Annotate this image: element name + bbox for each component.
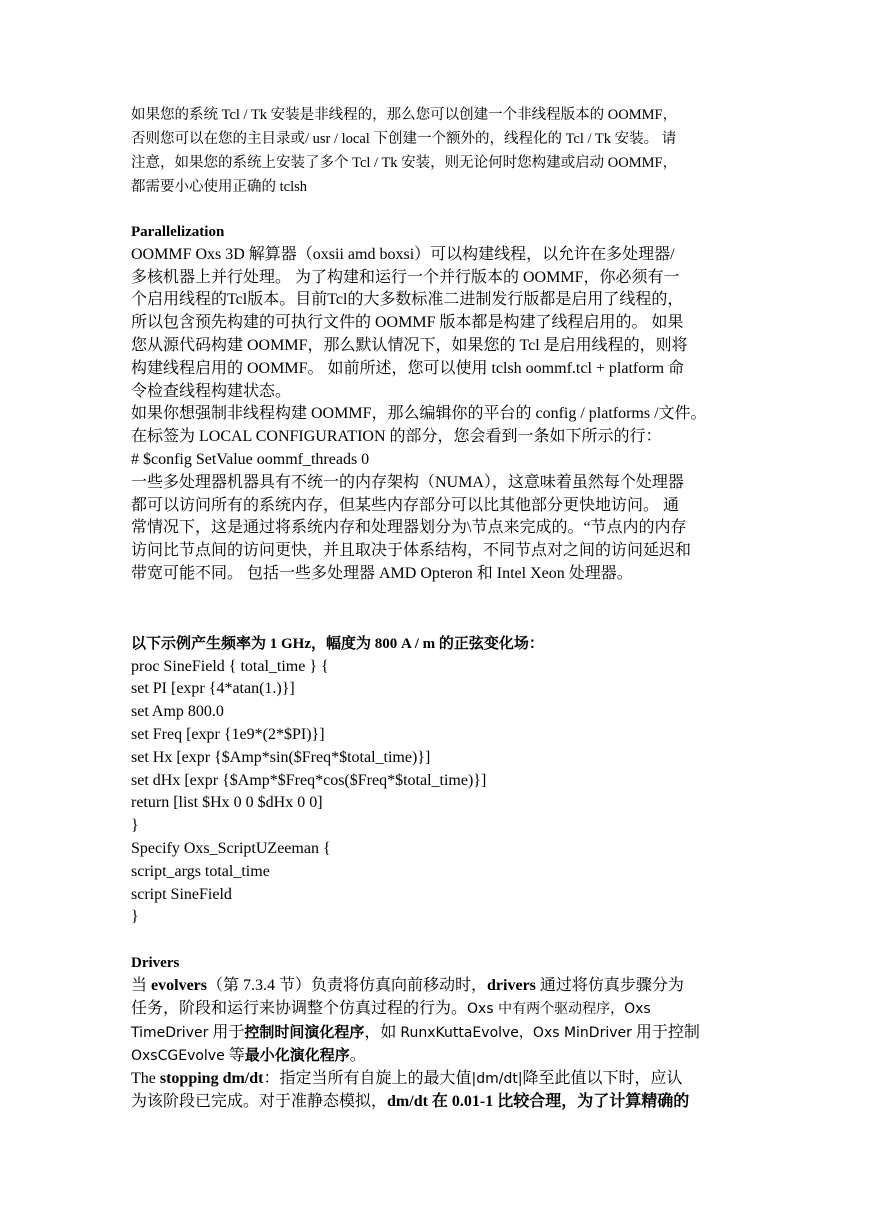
text-run: The — [131, 1070, 160, 1088]
code-line: set Freq [expr {1e9*(2*$PI)}] — [131, 725, 325, 743]
code-line: } — [131, 817, 139, 835]
text-line: 所以包含预先构建的可执行文件的 OOMMF 版本都是构建了线程启用的。 如果 — [131, 314, 684, 332]
text-run: Oxs 中有两个驱动程序，Oxs — [467, 1000, 651, 1017]
text-line — [131, 998, 761, 1021]
text-run-bold: dm/dt 在 0.01-1 比较合理，为了计算精确的 — [387, 1092, 690, 1110]
text-line: 令检查线程构建状态。 — [131, 382, 292, 400]
text-run: 。 — [349, 1047, 366, 1065]
code-line: script SineField — [131, 885, 232, 903]
text-line: 一些多处理器机器具有不统一的内存架构（NUMA），这意味着虽然每个处理器 — [131, 473, 684, 491]
text-line: 如果你想强制非线程构建 OOMMF，那么编辑你的平台的 config / platforms /文件。 — [131, 405, 707, 423]
code-line: set PI [expr {4*atan(1.)}] — [131, 680, 295, 698]
sine-example-section — [131, 633, 761, 929]
text-run: TimeDriver — [131, 1024, 209, 1041]
text-run: 通过将仿真步骤分为 — [535, 976, 684, 994]
text-line — [131, 1044, 761, 1068]
text-line: 都需要小心使用正确的 tclsh — [131, 179, 308, 195]
text-line: 如果您的系统 Tcl / Tk 安装是非线程的，那么您可以创建一个非线程版本的 OOMMF， — [131, 107, 678, 123]
spacer — [131, 586, 761, 633]
text-line — [131, 975, 761, 998]
text-line: 构建线程启用的 OOMMF。 如前所述，您可以使用 tclsh oommf.tcl + platform 命 — [131, 359, 685, 377]
section-heading-sine-example: 以下示例产生频率为 1 GHz，幅度为 800 A / m 的正弦变化场： — [131, 635, 544, 652]
text-run: 降至此值以下时，应认 — [522, 1070, 683, 1088]
text-line: 在标签为 LOCAL CONFIGURATION 的部分，您会看到一条如下所示的行： — [131, 428, 662, 446]
text-line — [131, 1021, 761, 1045]
text-line: 多核机器上并行处理。 为了构建和运行一个并行版本的 OOMMF，你必须有一 — [131, 268, 680, 286]
spacer — [131, 929, 761, 952]
code-line: set Hx [expr {$Amp*sin($Freq*$total_time)}] — [131, 748, 431, 766]
text-run: ：指定当所有自旋上的最大值 — [263, 1070, 472, 1088]
code-line: script_args total_time — [131, 862, 270, 880]
document-page — [131, 103, 761, 1114]
drivers-section — [131, 952, 761, 1114]
code-line: proc SineField { total_time } { — [131, 657, 329, 675]
text-run: ，如 — [364, 1023, 401, 1041]
text-run: 等 — [224, 1047, 245, 1065]
code-line: set dHx [expr {$Amp*$Freq*cos($Freq*$total_time)}] — [131, 771, 487, 789]
text-line: 您从源代码构建 OOMMF，那么默认情况下，如果您的 Tcl 是启用线程的，则将 — [131, 336, 688, 354]
section-heading-parallelization: Parallelization — [131, 224, 225, 240]
tcl-paragraph — [131, 103, 761, 199]
text-line: 带宽可能不同。 包括一些多处理器 AMD Opteron 和 Intel Xeon 处理器。 — [131, 564, 633, 582]
text-line: # $config SetValue oommf_threads 0 — [131, 450, 370, 468]
text-run: 当 — [131, 976, 152, 994]
text-line — [131, 1068, 761, 1091]
section-heading-drivers: Drivers — [131, 955, 180, 972]
code-line: } — [131, 908, 139, 926]
text-line: 都可以访问所有的系统内存，但某些内存部分可以比其他部分更快地访问。 通 — [131, 496, 680, 514]
term-time-evolver: 控制时间演化程序 — [244, 1022, 365, 1041]
text-line: 个启用线程的Tcl版本。目前Tcl的大多数标准二进制发行版都是启用了线程的， — [131, 291, 684, 309]
term-drivers: drivers — [487, 976, 536, 994]
text-run: 任务，阶段和运行来协调整个仿真过程的行为。 — [131, 999, 468, 1017]
parallelization-section — [131, 221, 761, 586]
text-line: 访问比节点间的访问更快，并且取决于体系结构，不同节点对之间的访问延迟和 — [131, 542, 692, 560]
code-line: Specify Oxs_ScriptUZeeman { — [131, 839, 331, 857]
term-stopping-dmdt: stopping dm/dt — [159, 1070, 264, 1088]
text-run: 用于 — [208, 1023, 245, 1041]
code-line: set Amp 800.0 — [131, 703, 224, 721]
text-run: RunxKuttaEvolve，Oxs MinDriver — [400, 1024, 632, 1041]
text-line: 注意，如果您的系统上安装了多个 Tcl / Tk 安装，则无论何时您构建或启动 OOMMF， — [131, 155, 678, 171]
code-line: return [list $Hx 0 0 $dHx 0 0] — [131, 794, 323, 812]
text-line: OOMMF Oxs 3D 解算器（oxsii amd boxsi）可以构建线程，以允许在多处理器/ — [131, 245, 675, 263]
term-minimization-evolver: 最小化演化程序 — [244, 1046, 350, 1065]
text-line: 常情况下，这是通过将系统内存和处理器划分为\节点来完成的。“节点内的内存 — [131, 519, 687, 537]
text-run: （第 7.3.4 节）负责将仿真向前移动时， — [207, 976, 488, 994]
text-line: 否则您可以在您的主目录或/ usr / local 下创建一个额外的，线程化的 Tcl / Tk 安装。 请 — [131, 131, 677, 147]
text-run: |dm/dt| — [471, 1071, 523, 1088]
text-run: 为该阶段已完成。对于准静态模拟， — [131, 1092, 388, 1110]
spacer — [131, 199, 761, 221]
text-line — [131, 1091, 761, 1114]
text-run: 用于控制 — [631, 1023, 700, 1041]
text-run: OxsCGEvolve — [131, 1048, 225, 1065]
term-evolvers: evolvers — [151, 976, 207, 994]
